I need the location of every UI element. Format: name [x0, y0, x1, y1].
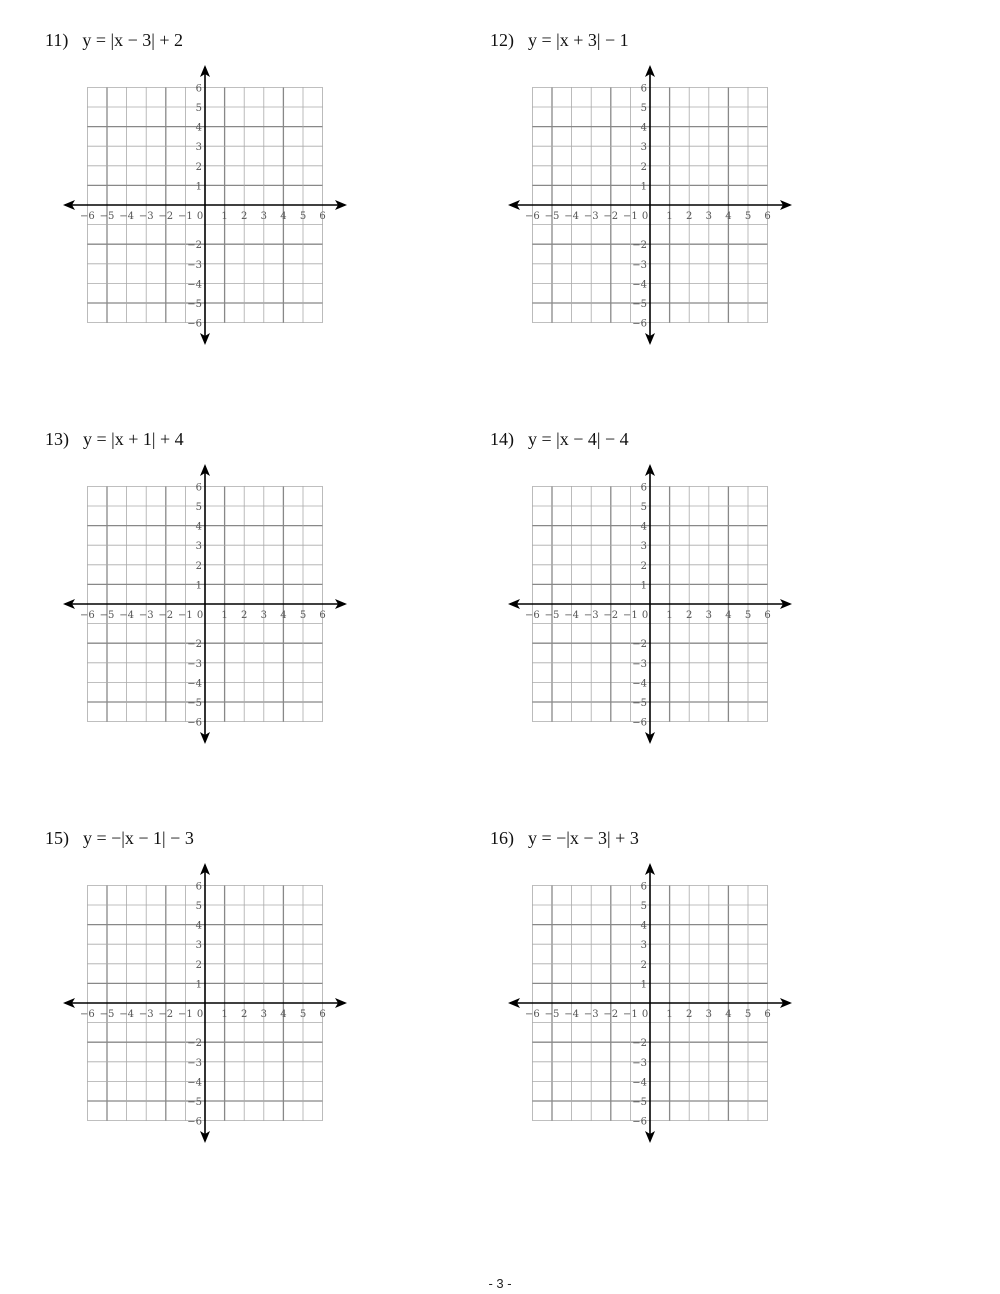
problem-14 — [490, 429, 810, 769]
y-tick-label: −3 — [187, 658, 202, 670]
y-tick-label: −5 — [187, 1097, 202, 1108]
coordinate-grid — [490, 429, 810, 769]
x-tick-label: 3 — [705, 1009, 712, 1020]
coordinate-grid — [490, 828, 810, 1168]
y-tick-label: −5 — [632, 1097, 647, 1108]
y-tick-label: 5 — [195, 901, 202, 912]
y-tick-label: −6 — [632, 318, 647, 330]
x-tick-label: 6 — [764, 610, 771, 621]
x-tick-label: −5 — [99, 610, 115, 621]
x-tick-label: 4 — [280, 610, 287, 621]
x-tick-label: −1 — [623, 1009, 638, 1020]
y-tick-label: 3 — [195, 541, 202, 553]
x-tick-label: 4 — [725, 1009, 732, 1020]
x-tick-label: 5 — [299, 211, 307, 222]
coordinate-grid — [45, 828, 365, 1168]
x-tick-label: −3 — [583, 610, 599, 621]
y-tick-label: 1 — [640, 580, 647, 592]
x-tick-label: 1 — [666, 211, 673, 222]
y-tick-label: 6 — [195, 482, 202, 494]
y-tick-label: −2 — [632, 1038, 647, 1050]
y-tick-label: 3 — [640, 142, 647, 154]
y-tick-label: 6 — [640, 881, 647, 893]
x-tick-label: −4 — [564, 1009, 579, 1020]
x-tick-label: −3 — [138, 211, 154, 222]
x-tick-label: 5 — [744, 1009, 752, 1020]
x-tick-label: 0 — [641, 1009, 649, 1020]
x-tick-label: 1 — [221, 211, 228, 222]
x-tick-label: 1 — [221, 610, 228, 621]
y-tick-label: −6 — [187, 318, 202, 330]
y-tick-label: −2 — [187, 639, 202, 651]
x-tick-label: −6 — [80, 211, 95, 222]
coordinate-grid — [45, 30, 365, 370]
y-tick-label: 3 — [195, 940, 202, 952]
x-tick-label: −5 — [544, 1009, 560, 1020]
y-tick-label: 3 — [640, 541, 647, 553]
x-tick-label: 4 — [725, 610, 732, 621]
x-tick-label: −4 — [119, 211, 134, 222]
y-tick-label: 4 — [640, 521, 647, 533]
x-tick-label: 4 — [725, 211, 732, 222]
y-tick-label: 5 — [640, 901, 647, 912]
x-tick-label: 6 — [319, 1009, 326, 1020]
y-tick-label: −4 — [632, 678, 647, 690]
x-tick-label: 3 — [260, 1009, 267, 1020]
y-tick-label: 6 — [640, 83, 647, 95]
page-number: - 3 - — [488, 1276, 512, 1291]
equation: y = |x + 1| + 4 — [83, 429, 184, 449]
x-tick-label: −6 — [80, 1009, 95, 1020]
y-tick-label: 6 — [640, 482, 647, 494]
x-tick-label: 5 — [299, 610, 307, 621]
x-tick-label: −6 — [525, 610, 540, 621]
y-tick-label: 1 — [195, 979, 202, 991]
x-tick-label: 2 — [241, 610, 248, 621]
problem-12 — [490, 30, 810, 370]
y-tick-label: −4 — [187, 1077, 202, 1089]
x-tick-label: −6 — [80, 610, 95, 621]
x-tick-label: 0 — [641, 211, 649, 222]
coordinate-grid — [490, 30, 810, 370]
y-tick-label: −6 — [187, 1116, 202, 1128]
problem-11 — [45, 30, 365, 370]
y-tick-label: −2 — [632, 240, 647, 252]
x-tick-label: −1 — [178, 211, 193, 222]
problem-16 — [490, 828, 810, 1168]
y-tick-label: 2 — [640, 560, 647, 572]
problem-number: 14) — [490, 429, 514, 449]
x-tick-label: −5 — [544, 610, 560, 621]
x-tick-label: 0 — [641, 610, 649, 621]
y-tick-label: 3 — [195, 142, 202, 154]
x-tick-label: 1 — [666, 1009, 673, 1020]
x-tick-label: 6 — [319, 211, 326, 222]
y-tick-label: 4 — [195, 920, 202, 932]
y-tick-label: 4 — [640, 920, 647, 932]
x-tick-label: −2 — [603, 211, 619, 222]
y-tick-label: 4 — [195, 521, 202, 533]
y-tick-label: −2 — [187, 240, 202, 252]
x-tick-label: −5 — [99, 211, 115, 222]
problem-number: 12) — [490, 30, 514, 50]
x-tick-label: −6 — [525, 1009, 540, 1020]
x-tick-label: −2 — [158, 211, 174, 222]
x-tick-label: 0 — [196, 610, 204, 621]
equation: y = |x − 4| − 4 — [528, 429, 629, 449]
y-tick-label: −6 — [632, 1116, 647, 1128]
x-tick-label: 5 — [299, 1009, 307, 1020]
y-tick-label: −3 — [187, 1057, 202, 1069]
y-tick-label: 1 — [640, 181, 647, 193]
x-tick-label: 3 — [260, 610, 267, 621]
y-tick-label: 5 — [195, 502, 202, 513]
y-tick-label: −5 — [632, 698, 647, 709]
y-tick-label: −4 — [187, 678, 202, 690]
x-tick-label: −4 — [119, 610, 134, 621]
y-tick-label: 5 — [640, 103, 647, 114]
x-tick-label: −6 — [525, 211, 540, 222]
x-tick-label: 0 — [196, 1009, 204, 1020]
equation: y = |x − 3| + 2 — [82, 30, 183, 50]
y-tick-label: 2 — [640, 161, 647, 173]
x-tick-label: −1 — [178, 1009, 193, 1020]
y-tick-label: −5 — [632, 299, 647, 310]
y-tick-label: 2 — [195, 161, 202, 173]
equation: y = −|x − 1| − 3 — [83, 828, 194, 848]
x-tick-label: −3 — [583, 211, 599, 222]
x-tick-label: 6 — [764, 211, 771, 222]
y-tick-label: −3 — [632, 259, 647, 271]
x-tick-label: −5 — [99, 1009, 115, 1020]
y-tick-label: 5 — [640, 502, 647, 513]
x-tick-label: 2 — [686, 1009, 693, 1020]
x-tick-label: −4 — [119, 1009, 134, 1020]
problem-number: 11) — [45, 30, 69, 50]
y-tick-label: −3 — [187, 259, 202, 271]
x-tick-label: −4 — [564, 610, 579, 621]
x-tick-label: −2 — [158, 610, 174, 621]
coordinate-grid — [45, 429, 365, 769]
x-tick-label: −1 — [623, 610, 638, 621]
x-tick-label: −5 — [544, 211, 560, 222]
y-tick-label: −4 — [187, 279, 202, 291]
x-tick-label: 2 — [686, 211, 693, 222]
y-tick-label: 3 — [640, 940, 647, 952]
y-tick-label: −4 — [632, 279, 647, 291]
y-tick-label: 4 — [195, 122, 202, 134]
x-tick-label: 4 — [280, 1009, 287, 1020]
problem-15 — [45, 828, 365, 1168]
x-tick-label: 5 — [744, 610, 752, 621]
x-tick-label: −3 — [138, 610, 154, 621]
y-tick-label: −6 — [187, 717, 202, 729]
y-tick-label: 2 — [195, 959, 202, 971]
x-tick-label: 3 — [705, 211, 712, 222]
equation: y = |x + 3| − 1 — [528, 30, 629, 50]
x-tick-label: −3 — [583, 1009, 599, 1020]
x-tick-label: 2 — [241, 211, 248, 222]
x-tick-label: 5 — [744, 211, 752, 222]
x-tick-label: −2 — [158, 1009, 174, 1020]
problem-number: 15) — [45, 828, 69, 848]
x-tick-label: 2 — [241, 1009, 248, 1020]
equation: y = −|x − 3| + 3 — [528, 828, 639, 848]
x-tick-label: 4 — [280, 211, 287, 222]
y-tick-label: 6 — [195, 83, 202, 95]
x-tick-label: −1 — [623, 211, 638, 222]
y-tick-label: −5 — [187, 299, 202, 310]
y-tick-label: 1 — [195, 181, 202, 193]
y-tick-label: −6 — [632, 717, 647, 729]
x-tick-label: −2 — [603, 610, 619, 621]
problem-number: 16) — [490, 828, 514, 848]
problem-number: 13) — [45, 429, 69, 449]
y-tick-label: 1 — [640, 979, 647, 991]
x-tick-label: 3 — [705, 610, 712, 621]
x-tick-label: −3 — [138, 1009, 154, 1020]
x-tick-label: 2 — [686, 610, 693, 621]
x-tick-label: −4 — [564, 211, 579, 222]
x-tick-label: 6 — [764, 1009, 771, 1020]
y-tick-label: −2 — [632, 639, 647, 651]
x-tick-label: −2 — [603, 1009, 619, 1020]
y-tick-label: −3 — [632, 1057, 647, 1069]
x-tick-label: 6 — [319, 610, 326, 621]
y-tick-label: −3 — [632, 658, 647, 670]
x-tick-label: 1 — [221, 1009, 228, 1020]
y-tick-label: 6 — [195, 881, 202, 893]
x-tick-label: −1 — [178, 610, 193, 621]
y-tick-label: −5 — [187, 698, 202, 709]
problem-13 — [45, 429, 365, 769]
y-tick-label: 1 — [195, 580, 202, 592]
y-tick-label: −2 — [187, 1038, 202, 1050]
x-tick-label: 0 — [196, 211, 204, 222]
y-tick-label: −4 — [632, 1077, 647, 1089]
y-tick-label: 4 — [640, 122, 647, 134]
x-tick-label: 1 — [666, 610, 673, 621]
y-tick-label: 2 — [640, 959, 647, 971]
y-tick-label: 2 — [195, 560, 202, 572]
y-tick-label: 5 — [195, 103, 202, 114]
x-tick-label: 3 — [260, 211, 267, 222]
